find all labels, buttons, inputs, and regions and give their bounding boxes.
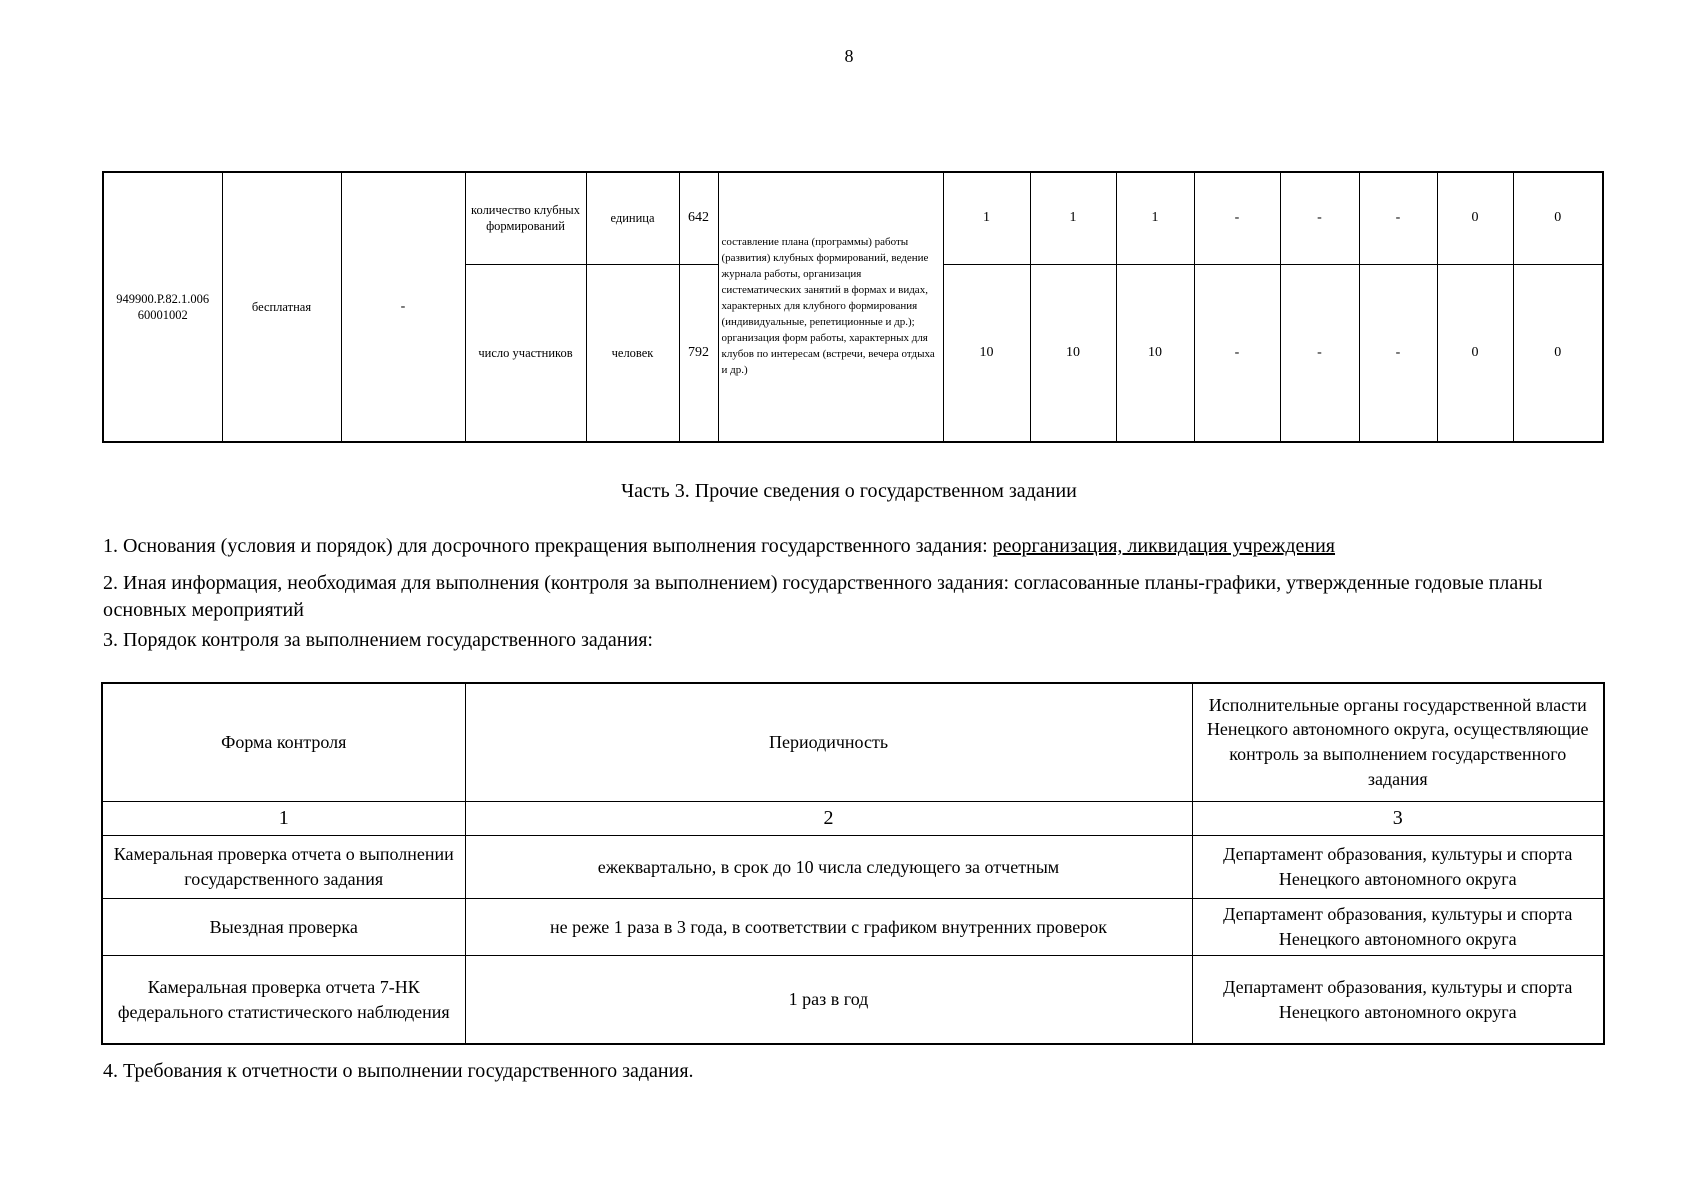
value-cell: - [1359,264,1437,442]
value-cell: - [1280,264,1359,442]
value-cell: 0 [1513,172,1603,264]
page-number: 8 [844,46,854,66]
empty-cell: - [341,172,465,442]
column-number: 1 [102,801,465,836]
part-title: Часть 3. Прочие сведения о государственном задании [621,480,1077,502]
table-row [102,899,1604,956]
value-cell: - [1280,172,1359,264]
control-body: Департамент образования, культуры и спорта Ненецкого автономного округа [1192,955,1604,1044]
column-number: 2 [465,801,1192,836]
control-form: Камеральная проверка отчета о выполнении государственного задания [102,836,465,899]
unit-name: человек [586,264,679,442]
control-period: ежеквартально, в срок до 10 числа следующего за отчетным [465,836,1192,899]
value-cell: 1 [1030,172,1116,264]
table-header-row [102,683,1604,801]
control-table [101,682,1605,1045]
control-period: не реже 1 раза в 3 года, в соответствии с графиком внутренних проверок [465,899,1192,956]
paragraph-1-underlined: реорганизация, ликвидация учреждения [992,535,1336,557]
indicator-name: количество клубных формирований [465,172,586,264]
indicator-name: число участников [465,264,586,442]
control-form: Камеральная проверка отчета 7-НК федерального статистического наблюдения [102,955,465,1044]
column-header: Исполнительные органы государственной власти Ненецкого автономного округа, осуществляющие контроль за выполнением государственного задания [1192,683,1604,801]
paragraph-1 [103,533,1603,560]
value-cell: 1 [943,172,1030,264]
paragraph-2: 2. Иная информация, необходимая для выполнения (контроля за выполнением) государственного задания: согласованные планы-графики, утвержденные годовые планы основных мероприятий [103,572,1543,621]
value-cell: 10 [943,264,1030,442]
column-number: 3 [1192,801,1604,836]
value-cell: 0 [1437,172,1513,264]
value-cell: - [1194,264,1280,442]
payment-type: бесплатная [222,172,341,442]
work-description: составление плана (программы) работы (развития) клубных формирований, ведение журнала работы, организация систематических занятий в формах и видах, характерных для клубного формирования (индивидуальные, репетиционные и др.); организация форм работы, характерных для клубов по интересам (встречи, вечера отдыха и др.) [718,172,943,442]
table-row [103,172,1603,264]
paragraph-4: 4. Требования к отчетности о выполнении государственного задания. [103,1060,694,1082]
paragraph-3: 3. Порядок контроля за выполнением государственного задания: [103,629,653,651]
value-cell: 0 [1513,264,1603,442]
control-form: Выездная проверка [102,899,465,956]
value-cell: 1 [1116,172,1194,264]
value-cell: 0 [1437,264,1513,442]
table-row [102,836,1604,899]
unit-name: единица [586,172,679,264]
paragraph-1-text: 1. Основания (условия и порядок) для досрочного прекращения выполнения государственного задания: [103,535,993,557]
column-numbers-row [102,801,1604,836]
value-cell: 10 [1116,264,1194,442]
service-quality-table [102,171,1604,443]
okei-code: 642 [679,172,718,264]
column-header: Периодичность [465,683,1192,801]
okei-code: 792 [679,264,718,442]
column-header: Форма контроля [102,683,465,801]
value-cell: 10 [1030,264,1116,442]
control-body: Департамент образования, культуры и спорта Ненецкого автономного округа [1192,836,1604,899]
control-body: Департамент образования, культуры и спорта Ненецкого автономного округа [1192,899,1604,956]
value-cell: - [1359,172,1437,264]
control-period: 1 раз в год [465,955,1192,1044]
value-cell: - [1194,172,1280,264]
registry-code: 949900.Р.82.1.006 60001002 [103,172,222,442]
table-row [102,955,1604,1044]
